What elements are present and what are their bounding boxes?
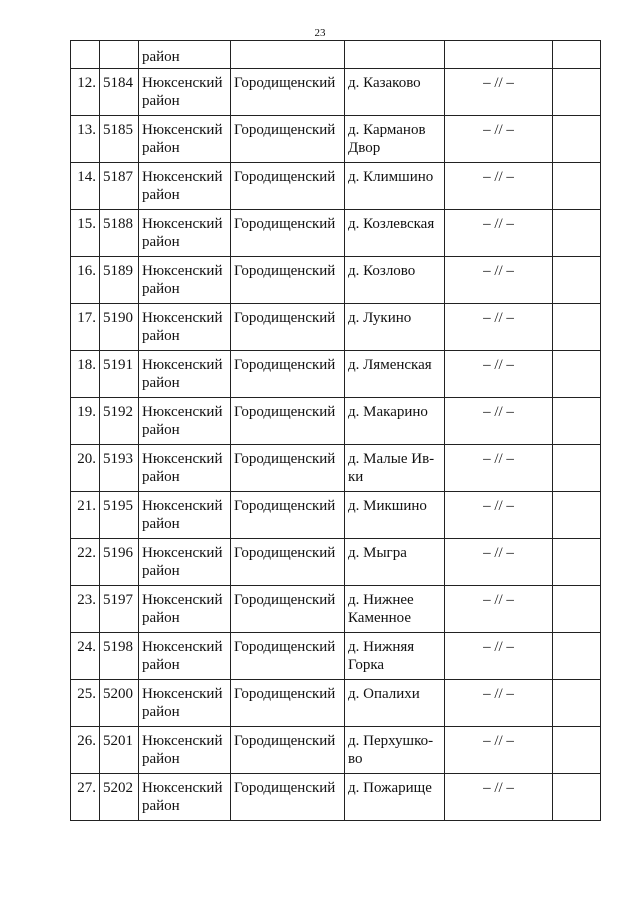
place-line: д. Климшино xyxy=(348,169,434,185)
place-line: д. Малые Ив- xyxy=(348,451,435,467)
note-cell: – // – xyxy=(445,586,553,633)
settlement-cell: Городищенский xyxy=(231,351,345,398)
place-line: д. Карманов xyxy=(348,122,426,138)
extra-cell xyxy=(553,680,601,727)
table-body xyxy=(71,41,601,821)
settlement-cell: Городищенский xyxy=(231,257,345,304)
district-line: Нюксенский xyxy=(142,451,223,467)
district-line: Нюксенский xyxy=(142,545,223,561)
row-number-cell: 18. xyxy=(71,351,100,398)
place-cell xyxy=(345,210,445,257)
place-cell xyxy=(345,257,445,304)
table-row xyxy=(71,445,601,492)
settlement-cell: Городищенский xyxy=(231,69,345,116)
place-cell xyxy=(345,41,445,69)
table-row xyxy=(71,69,601,116)
district-line: Нюксенский xyxy=(142,357,223,373)
row-number-cell: 13. xyxy=(71,116,100,163)
district-cell xyxy=(139,539,231,586)
place-cell xyxy=(345,163,445,210)
extra-cell xyxy=(553,41,601,69)
district-line: район xyxy=(142,610,180,626)
table-row xyxy=(71,633,601,680)
place-cell xyxy=(345,539,445,586)
place-line: д. Ляменская xyxy=(348,357,432,373)
registry-table xyxy=(70,40,601,821)
district-cell xyxy=(139,304,231,351)
district-line: Нюксенский xyxy=(142,310,223,326)
extra-cell xyxy=(553,445,601,492)
extra-cell xyxy=(553,633,601,680)
extra-cell xyxy=(553,492,601,539)
place-line: д. Микшино xyxy=(348,498,427,514)
district-line: район xyxy=(142,281,180,297)
district-cell xyxy=(139,398,231,445)
settlement-cell: Городищенский xyxy=(231,680,345,727)
row-number-cell: 24. xyxy=(71,633,100,680)
district-cell xyxy=(139,163,231,210)
district-cell xyxy=(139,210,231,257)
district-line: Нюксенский xyxy=(142,169,223,185)
district-line: район xyxy=(142,516,180,532)
extra-cell xyxy=(553,210,601,257)
code-cell: 5197 xyxy=(100,586,139,633)
place-line: Горка xyxy=(348,657,385,673)
district-cell xyxy=(139,445,231,492)
district-line: район xyxy=(142,751,180,767)
district-line: Нюксенский xyxy=(142,780,223,796)
district-line: район xyxy=(142,234,180,250)
code-cell: 5184 xyxy=(100,69,139,116)
extra-cell xyxy=(553,304,601,351)
district-line: Нюксенский xyxy=(142,122,223,138)
table-row xyxy=(71,680,601,727)
place-line: д. Казаково xyxy=(348,75,421,91)
place-line: д. Нижнее xyxy=(348,592,414,608)
extra-cell xyxy=(553,539,601,586)
place-line: д. Опалихи xyxy=(348,686,420,702)
place-line: д. Козлевская xyxy=(348,216,435,232)
district-cell xyxy=(139,774,231,821)
place-cell xyxy=(345,680,445,727)
district-line: район xyxy=(142,328,180,344)
row-number-cell xyxy=(71,41,100,69)
extra-cell xyxy=(553,398,601,445)
extra-cell xyxy=(553,163,601,210)
district-cell xyxy=(139,680,231,727)
place-cell xyxy=(345,398,445,445)
row-number-cell: 21. xyxy=(71,492,100,539)
district-line: Нюксенский xyxy=(142,592,223,608)
district-cell xyxy=(139,633,231,680)
note-cell: – // – xyxy=(445,257,553,304)
place-line: ки xyxy=(348,469,364,485)
district-line: район xyxy=(142,422,180,438)
place-line: д. Мыгра xyxy=(348,545,407,561)
district-line: район xyxy=(142,657,180,673)
district-cell: район xyxy=(139,41,231,69)
table-row xyxy=(71,163,601,210)
note-cell: – // – xyxy=(445,351,553,398)
district-cell xyxy=(139,586,231,633)
place-line: во xyxy=(348,751,363,767)
row-number-cell: 27. xyxy=(71,774,100,821)
table-row xyxy=(71,398,601,445)
table-row xyxy=(71,586,601,633)
note-cell: – // – xyxy=(445,116,553,163)
code-cell: 5192 xyxy=(100,398,139,445)
place-line: д. Нижняя xyxy=(348,639,415,655)
district-line: район xyxy=(142,187,180,203)
settlement-cell: Городищенский xyxy=(231,398,345,445)
place-cell xyxy=(345,116,445,163)
code-cell: 5190 xyxy=(100,304,139,351)
extra-cell xyxy=(553,586,601,633)
row-number-cell: 20. xyxy=(71,445,100,492)
district-cell xyxy=(139,257,231,304)
place-cell xyxy=(345,727,445,774)
place-line: д. Козлово xyxy=(348,263,416,279)
district-cell xyxy=(139,492,231,539)
district-line: район xyxy=(142,798,180,814)
code-cell: 5185 xyxy=(100,116,139,163)
code-cell: 5188 xyxy=(100,210,139,257)
district-line: Нюксенский xyxy=(142,733,223,749)
extra-cell xyxy=(553,69,601,116)
table-row xyxy=(71,492,601,539)
note-cell: – // – xyxy=(445,633,553,680)
settlement-cell: Городищенский xyxy=(231,633,345,680)
note-cell: – // – xyxy=(445,727,553,774)
page-number: 23 xyxy=(314,27,326,39)
settlement-cell: Городищенский xyxy=(231,774,345,821)
note-cell xyxy=(445,41,553,69)
row-number-cell: 22. xyxy=(71,539,100,586)
row-number-cell: 15. xyxy=(71,210,100,257)
extra-cell xyxy=(553,774,601,821)
table-row xyxy=(71,304,601,351)
place-cell xyxy=(345,492,445,539)
place-cell xyxy=(345,304,445,351)
district-line: Нюксенский xyxy=(142,216,223,232)
code-cell: 5200 xyxy=(100,680,139,727)
district-cell xyxy=(139,727,231,774)
settlement-cell: Городищенский xyxy=(231,445,345,492)
code-cell: 5202 xyxy=(100,774,139,821)
row-number-cell: 12. xyxy=(71,69,100,116)
place-cell xyxy=(345,69,445,116)
continuation-row xyxy=(71,41,601,69)
district-line: район xyxy=(142,140,180,156)
table-row xyxy=(71,116,601,163)
district-line: район xyxy=(142,375,180,391)
note-cell: – // – xyxy=(445,492,553,539)
extra-cell xyxy=(553,116,601,163)
settlement-cell xyxy=(231,41,345,69)
place-line: д. Лукино xyxy=(348,310,412,326)
settlement-cell: Городищенский xyxy=(231,727,345,774)
place-line: д. Пожарище xyxy=(348,780,432,796)
note-cell: – // – xyxy=(445,398,553,445)
place-cell xyxy=(345,351,445,398)
note-cell: – // – xyxy=(445,680,553,727)
place-cell xyxy=(345,586,445,633)
code-cell: 5196 xyxy=(100,539,139,586)
place-cell xyxy=(345,445,445,492)
row-number-cell: 25. xyxy=(71,680,100,727)
settlement-cell: Городищенский xyxy=(231,116,345,163)
settlement-cell: Городищенский xyxy=(231,492,345,539)
district-line: район xyxy=(142,563,180,579)
note-cell: – // – xyxy=(445,304,553,351)
district-line: Нюксенский xyxy=(142,686,223,702)
code-cell: 5189 xyxy=(100,257,139,304)
settlement-cell: Городищенский xyxy=(231,539,345,586)
place-cell xyxy=(345,774,445,821)
code-cell: 5195 xyxy=(100,492,139,539)
settlement-cell: Городищенский xyxy=(231,163,345,210)
note-cell: – // – xyxy=(445,163,553,210)
settlement-cell: Городищенский xyxy=(231,586,345,633)
settlement-cell: Городищенский xyxy=(231,210,345,257)
extra-cell xyxy=(553,351,601,398)
row-number-cell: 26. xyxy=(71,727,100,774)
code-cell: 5191 xyxy=(100,351,139,398)
row-number-cell: 23. xyxy=(71,586,100,633)
note-cell: – // – xyxy=(445,774,553,821)
row-number-cell: 14. xyxy=(71,163,100,210)
district-line: район xyxy=(142,469,180,485)
code-cell: 5198 xyxy=(100,633,139,680)
table-row xyxy=(71,210,601,257)
row-number-cell: 19. xyxy=(71,398,100,445)
note-cell: – // – xyxy=(445,445,553,492)
district-line: Нюксенский xyxy=(142,498,223,514)
note-cell: – // – xyxy=(445,539,553,586)
district-line: район xyxy=(142,704,180,720)
place-line: д. Перхушко- xyxy=(348,733,434,749)
place-cell xyxy=(345,633,445,680)
code-cell xyxy=(100,41,139,69)
table-row xyxy=(71,727,601,774)
row-number-cell: 16. xyxy=(71,257,100,304)
district-line: Нюксенский xyxy=(142,404,223,420)
place-line: Каменное xyxy=(348,610,412,626)
settlement-cell: Городищенский xyxy=(231,304,345,351)
place-line: Двор xyxy=(348,140,381,156)
district-line: Нюксенский xyxy=(142,639,223,655)
table-row xyxy=(71,257,601,304)
extra-cell xyxy=(553,727,601,774)
table-row xyxy=(71,351,601,398)
district-line: район xyxy=(142,93,180,109)
place-line: д. Макарино xyxy=(348,404,428,420)
table-row xyxy=(71,774,601,821)
district-cell xyxy=(139,351,231,398)
district-line: Нюксенский xyxy=(142,75,223,91)
district-line: Нюксенский xyxy=(142,263,223,279)
district-cell xyxy=(139,116,231,163)
note-cell: – // – xyxy=(445,210,553,257)
extra-cell xyxy=(553,257,601,304)
code-cell: 5187 xyxy=(100,163,139,210)
table-row xyxy=(71,539,601,586)
district-cell xyxy=(139,69,231,116)
code-cell: 5201 xyxy=(100,727,139,774)
code-cell: 5193 xyxy=(100,445,139,492)
row-number-cell: 17. xyxy=(71,304,100,351)
note-cell: – // – xyxy=(445,69,553,116)
